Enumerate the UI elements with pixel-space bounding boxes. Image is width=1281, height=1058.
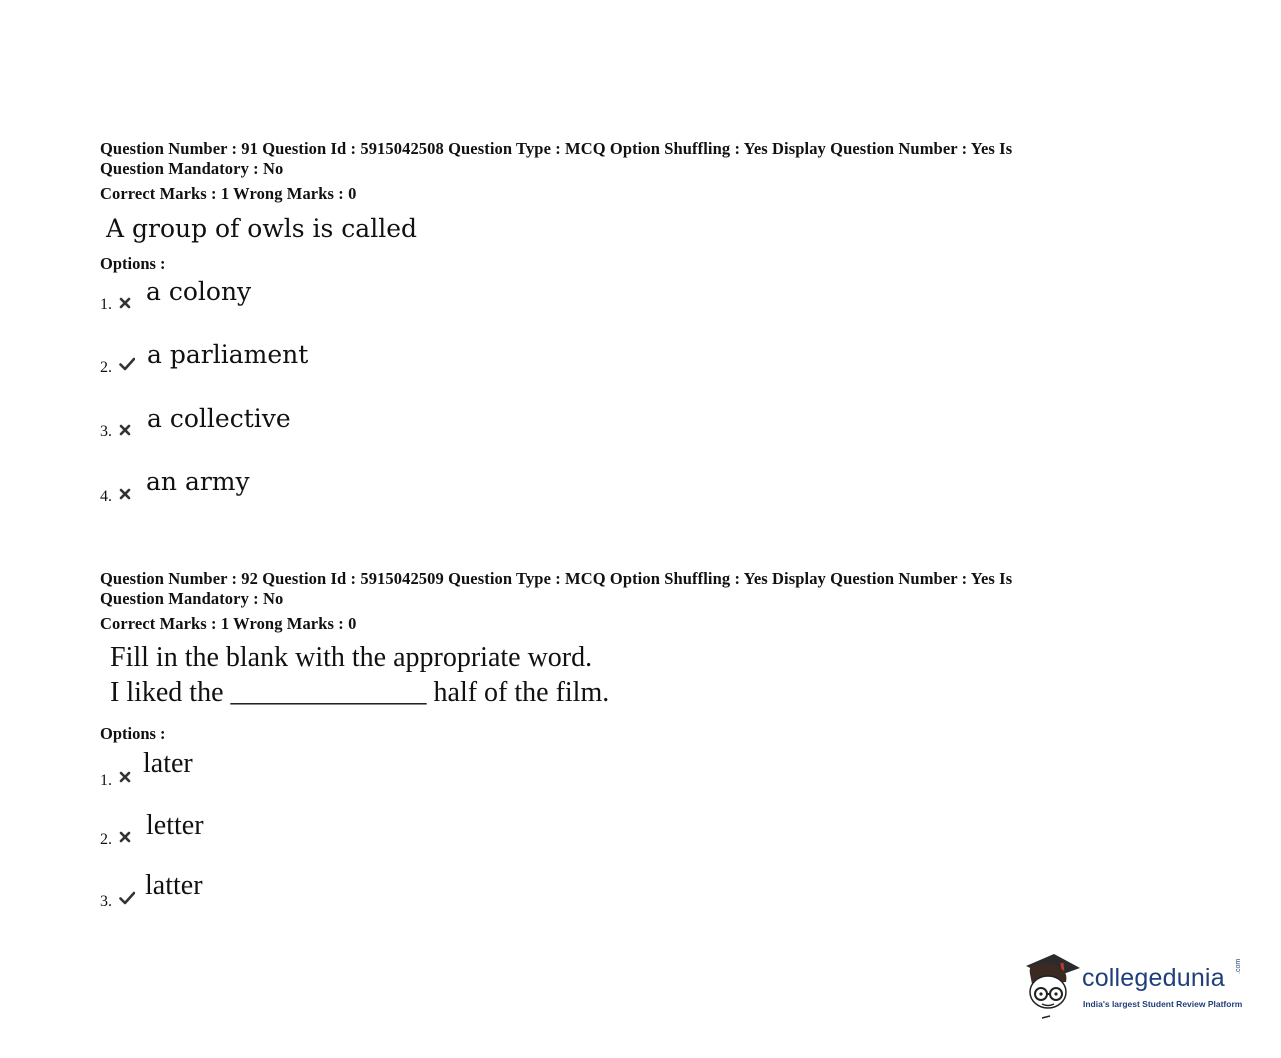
question-text: A group of owls is called <box>106 214 417 243</box>
options-list <box>100 744 1100 927</box>
marks-info: Correct Marks : 1 Wrong Marks : 0 <box>100 184 357 203</box>
option-4 <box>100 463 1100 526</box>
question-91 <box>100 139 1100 526</box>
option-text: a parliament <box>147 340 309 369</box>
question-meta-line1: Question Number : 91 Question Id : 5915042508 Question Type : MCQ Option Shuffling : Yes Display Question Number : Yes Is <box>100 139 1013 158</box>
option-3 <box>100 400 1100 463</box>
option-2 <box>100 805 1100 866</box>
option-number: 2. <box>100 359 112 376</box>
option-number: 4. <box>100 488 112 505</box>
option-number: 3. <box>100 893 112 910</box>
option-number: 1. <box>100 772 112 789</box>
logo-tagline: India's largest Student Review Platform <box>1083 999 1243 1009</box>
question-text-line-2: I liked the ______________ half of the film. <box>110 677 610 708</box>
check-icon <box>119 357 135 373</box>
option-text: latter <box>145 870 203 901</box>
option-number: 2. <box>100 831 112 848</box>
question-meta-line2: Question Mandatory : No <box>100 159 284 178</box>
question-meta-line2: Question Mandatory : No <box>100 589 284 608</box>
cross-icon <box>119 830 135 846</box>
logo-suffix: .com <box>1235 958 1242 974</box>
question-text-line-1: Fill in the blank with the appropriate word. <box>110 642 593 673</box>
question-meta-line1: Question Number : 92 Question Id : 5915042509 Question Type : MCQ Option Shuffling : Yes Display Question Number : Yes Is <box>100 569 1013 588</box>
option-1 <box>100 274 1100 337</box>
option-text: a collective <box>147 404 291 433</box>
options-label: Options : <box>100 724 166 743</box>
cross-icon <box>119 770 135 786</box>
marks-info: Correct Marks : 1 Wrong Marks : 0 <box>100 614 357 633</box>
option-2 <box>100 337 1100 400</box>
option-1 <box>100 744 1100 805</box>
cross-icon <box>119 296 135 312</box>
option-text: an army <box>146 467 250 496</box>
option-number: 1. <box>100 296 112 313</box>
mascot-icon <box>1022 952 1082 1022</box>
options-list <box>100 274 1100 526</box>
cross-icon <box>119 423 135 439</box>
option-text: a colony <box>146 277 252 306</box>
option-text: later <box>143 748 193 779</box>
check-icon <box>119 891 135 907</box>
option-text: letter <box>146 810 204 841</box>
question-text <box>110 640 1100 710</box>
collegedunia-logo <box>1022 952 1252 1022</box>
options-label: Options : <box>100 254 166 273</box>
option-3 <box>100 866 1100 927</box>
question-92 <box>100 569 1100 927</box>
option-number: 3. <box>100 423 112 440</box>
logo-wordmark: collegedunia <box>1082 964 1225 992</box>
cross-icon <box>119 487 135 503</box>
